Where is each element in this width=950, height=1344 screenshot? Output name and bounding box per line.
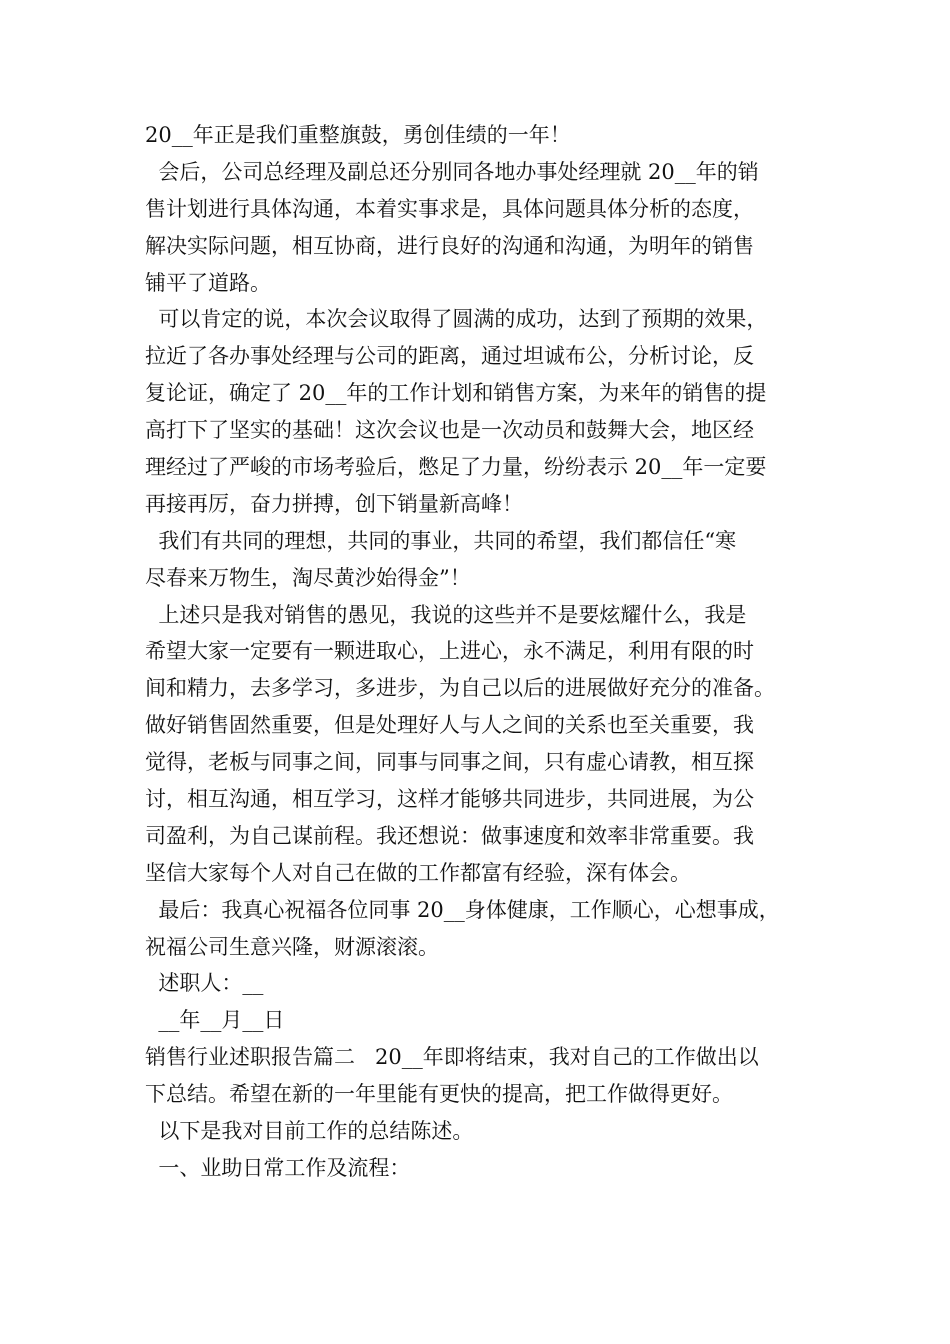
text-line: 觉得，老板与同事之间，同事与同事之间，只有虚心请教，相互探	[145, 750, 754, 775]
text-line: 拉近了各办事处经理与公司的距离，通过坦诚布公，分析讨论，反	[145, 344, 754, 369]
text-line: 再接再厉，奋力拼搏，创下销量新高峰！	[145, 491, 523, 516]
text-line: 尽春来万物生，淘尽黄沙始得金”！	[145, 565, 471, 590]
text-line: 祝福公司生意兴隆，财源滚滚。	[145, 934, 439, 959]
subsection-heading-line: 一、业助日常工作及流程：	[145, 1155, 411, 1180]
text-line: 我们有共同的理想，共同的事业，共同的希望，我们都信任“寒	[145, 528, 737, 553]
text-line: 做好销售固然重要，但是处理好人与人之间的关系也至关重要，我	[145, 713, 754, 738]
document-body	[145, 117, 825, 1187]
text-line: 最后：我真心祝福各位同事 20__身体健康，工作顺心，心想事成，	[145, 897, 780, 922]
date-line: __年__月__日	[145, 1008, 285, 1033]
text-line: 20__年正是我们重整旗鼓，勇创佳绩的一年！	[145, 123, 571, 147]
text-line: 复论证，确定了 20__年的工作计划和销售方案，为来年的销售的提	[145, 381, 767, 406]
section-heading-line: 销售行业述职报告篇二 20__年即将结束，我对自己的工作做出以	[145, 1045, 759, 1070]
text-line: 高打下了坚实的基础！这次会议也是一次动员和鼓舞大会，地区经	[145, 418, 754, 443]
text-line: 解决实际问题，相互协商，进行良好的沟通和沟通，为明年的销售	[145, 233, 754, 258]
text-line: 希望大家一定要有一颗进取心，上进心，永不满足，利用有限的时	[145, 639, 754, 664]
text-line: 理经过了严峻的市场考验后，憋足了力量，纷纷表示 20__年一定要	[145, 455, 767, 480]
text-line: 可以肯定的说，本次会议取得了圆满的成功，达到了预期的效果，	[145, 307, 768, 332]
text-line: 下总结。希望在新的一年里能有更快的提高，把工作做得更好。	[145, 1082, 733, 1107]
text-line: 以下是我对目前工作的总结陈述。	[145, 1119, 474, 1144]
signature-line: 述职人：__	[145, 971, 264, 996]
text-line: 坚信大家每个人对自己在做的工作都富有经验，深有体会。	[145, 860, 691, 885]
text-line: 售计划进行具体沟通，本着实事求是，具体问题具体分析的态度，	[145, 196, 754, 221]
text-line: 讨，相互沟通，相互学习，这样才能够共同进步，共同进展，为公	[145, 787, 754, 812]
text-line: 司盈利，为自己谋前程。我还想说：做事速度和效率非常重要。我	[145, 823, 754, 848]
text-line: 铺平了道路。	[145, 270, 271, 295]
text-line: 间和精力，去多学习，多进步，为自己以后的进展做好充分的准备。	[145, 676, 775, 701]
text-line: 会后，公司总经理及副总还分别同各地办事处经理就 20__年的销	[145, 159, 759, 184]
text-line: 上述只是我对销售的愚见，我说的这些并不是要炫耀什么，我是	[145, 602, 747, 627]
